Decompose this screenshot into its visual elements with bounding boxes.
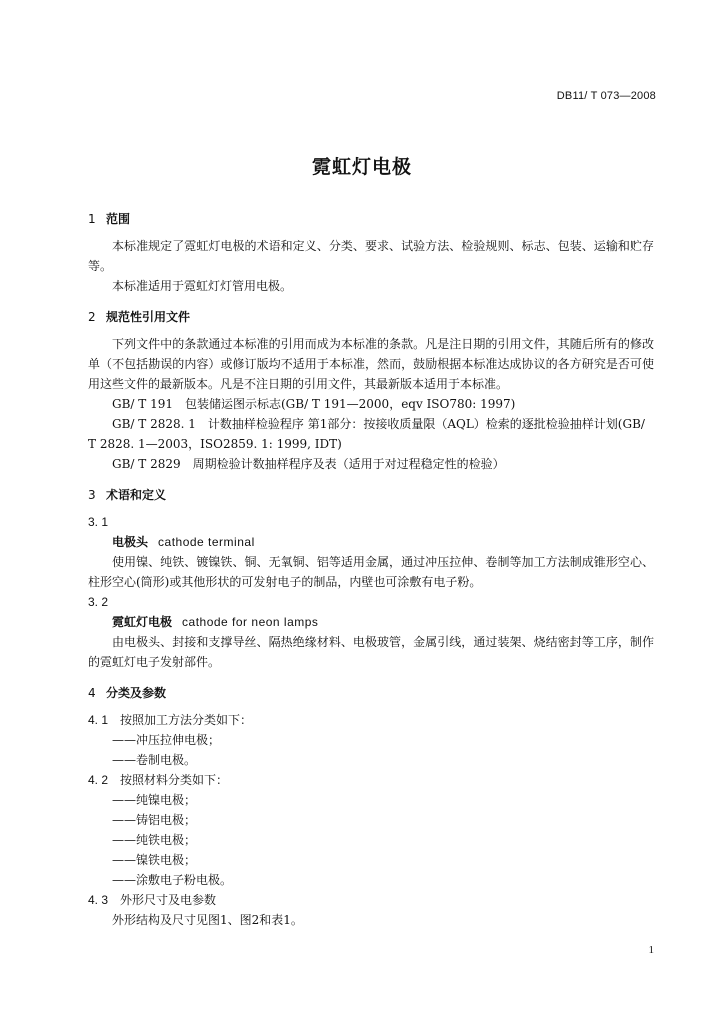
term-en: cathode for neon lamps: [182, 615, 319, 629]
section-heading-3: 3 术语和定义: [88, 488, 167, 502]
reference-item: GB/ T 2828. 1 计数抽样检验程序 第1部分：按接收质量限（AQL）检索的逐批检验抽样计划(GB/ T 2828. 1—2003，ISO2859. 1: 1999, IDT): [88, 417, 645, 451]
section-heading-2: 2 规范性引用文件: [88, 310, 191, 324]
term-number: 3. 2: [88, 595, 109, 609]
term-en: cathode terminal: [158, 535, 255, 549]
subsection-label: 4. 1 按照加工方法分类如下：: [88, 713, 253, 727]
term-definition: 由电极头、封接和支撑导丝、隔热绝缘材料、电极玻管，金属引线，通过装架、烧结密封等工序，制作的霓虹灯电子发射部件。: [88, 635, 654, 669]
paragraph: 本标准适用于霓虹灯灯管用电极。: [112, 279, 293, 293]
document-title: 霓虹灯电极: [311, 156, 412, 178]
list-item: ——纯镍电极；: [112, 793, 197, 807]
term-zh: 电极头: [112, 535, 149, 549]
document-body: [88, 210, 654, 930]
page-number: 1: [648, 944, 654, 956]
paragraph: 本标准规定了霓虹灯电极的术语和定义、分类、要求、试验方法、检验规则、标志、包装、运输和贮存等。: [88, 239, 654, 273]
term-entry: [88, 532, 654, 552]
term-entry: [88, 612, 654, 632]
term-zh: 霓虹灯电极: [112, 615, 173, 629]
paragraph: 下列文件中的条款通过本标准的引用而成为本标准的条款。凡是注日期的引用文件，其随后所有的修改单（不包括勘误的内容）或修订版均不适用于本标准，然而，鼓励根据本标准达成协议的各方研究是否可使用这些文件的最新版本。凡是不注日期的引用文件，其最新版本适用于本标准。: [88, 337, 654, 391]
subsection-label: 4. 2 按照材料分类如下：: [88, 773, 229, 787]
reference-item: GB/ T 191 包装储运图示标志(GB/ T 191—2000，eqv ISO780: 1997): [112, 397, 516, 411]
list-item: ——镍铁电极；: [112, 853, 197, 867]
paragraph: 外形结构及尺寸见图1、图2和表1。: [112, 913, 303, 927]
term-definition: 使用镍、纯铁、镀镍铁、铜、无氧铜、铝等适用金属，通过冲压拉伸、卷制等加工方法制成锥形空心、柱形空心(筒形)或其他形状的可发射电子的制品，内壁也可涂敷有电子粉。: [88, 555, 654, 589]
reference-item: GB/ T 2829 周期检验计数抽样程序及表（适用于对过程稳定性的检验）: [112, 457, 505, 471]
list-item: ——铸铝电极；: [112, 813, 197, 827]
section-heading-4: 4 分类及参数: [88, 686, 167, 700]
term-number: 3. 1: [88, 515, 109, 529]
list-item: ——涂敷电子粉电极。: [112, 873, 233, 887]
standard-code: DB11/ T 073—2008: [556, 90, 656, 102]
list-item: ——卷制电极。: [112, 753, 197, 767]
list-item: ——纯铁电极；: [112, 833, 197, 847]
subsection-label: 4. 3 外形尺寸及电参数: [88, 893, 217, 907]
section-heading-1: 1 范围: [88, 212, 131, 226]
list-item: ——冲压拉伸电极；: [112, 733, 221, 747]
